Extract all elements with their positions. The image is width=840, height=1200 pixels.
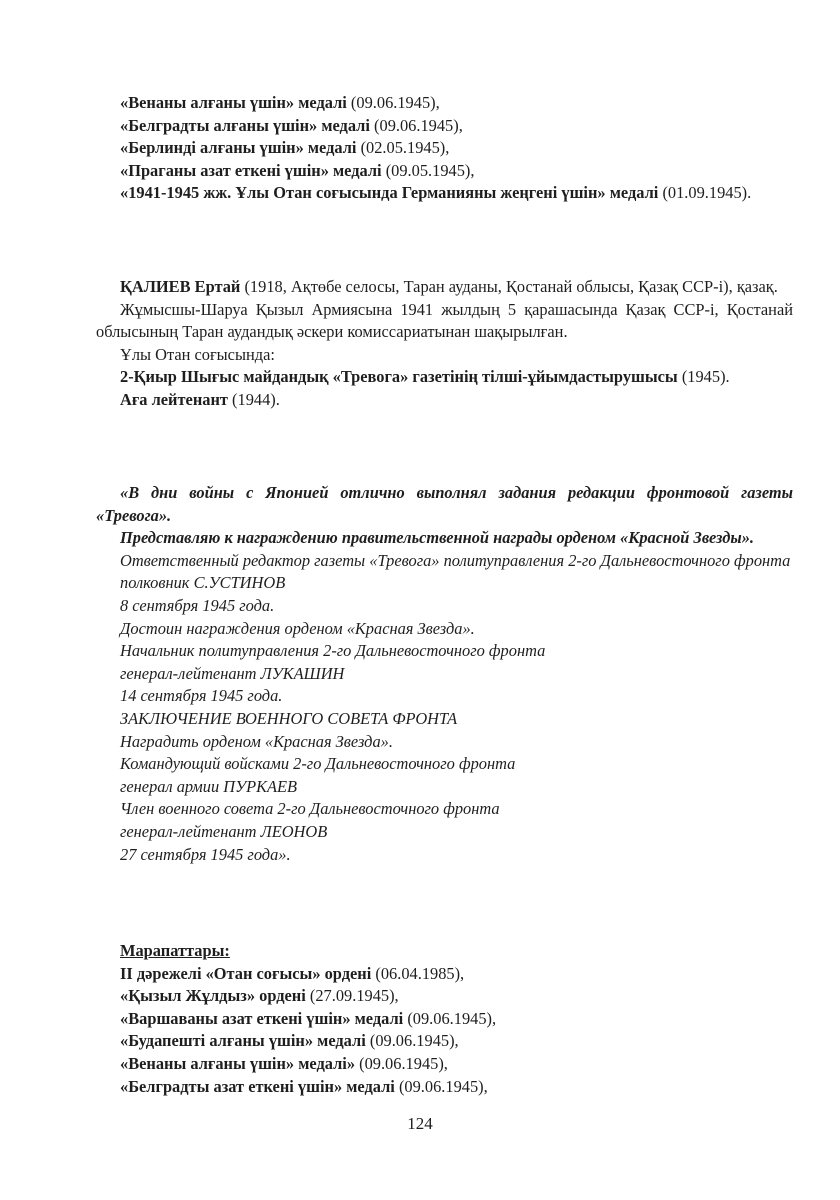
award-line xyxy=(96,1076,793,1099)
bio-conscription: Жұмысшы-Шаруа Қызыл Армиясына 1941 жылдың 5 қарашасында Қазақ ССР-і, Қостанай облысының Таран аудандық әскери комиссариатынан шақырылған. xyxy=(96,299,793,342)
position-year: (1945). xyxy=(677,367,730,387)
award-name: «Варшаваны азат еткені үшін» медалі xyxy=(120,1008,404,1028)
citation-paragraph: Представляю к награждению правительственной награды орденом «Красной Звезды». xyxy=(120,528,755,548)
bio-war-label: Ұлы Отан соғысында: xyxy=(120,344,275,364)
award-date: (27.09.1945), xyxy=(305,986,399,1006)
bio-header xyxy=(96,276,793,299)
bio-rank xyxy=(96,389,793,412)
citation-line: 14 сентября 1945 года. xyxy=(120,686,283,706)
awards-heading: Марапаттары: xyxy=(120,941,230,960)
award-date: (09.06.1945), xyxy=(394,1076,488,1096)
award-line xyxy=(96,1030,793,1053)
award-line xyxy=(96,160,793,183)
person-name: ҚАЛИЕВ Ертай xyxy=(120,277,241,296)
award-line xyxy=(96,115,793,138)
citation-line: Наградить орденом «Красная Звезда». xyxy=(120,731,393,751)
awards-section xyxy=(96,940,793,1098)
citation-line: Начальник политуправления 2-го Дальневосточного фронта xyxy=(120,641,546,661)
award-line xyxy=(96,1053,793,1076)
page-number: 124 xyxy=(407,1114,433,1133)
award-name: «1941-1945 жж. Ұлы Отан соғысында Германияны жеңгені үшін» медалі xyxy=(120,183,659,203)
citation-line: Достоин награждения орденом «Красная Звезда». xyxy=(120,618,475,638)
award-name: «Будапешті алғаны үшін» медалі xyxy=(120,1031,366,1051)
award-line xyxy=(96,985,793,1008)
award-line xyxy=(96,963,793,986)
position-title: 2-Қиыр Шығыс майдандық «Тревога» газетінің тілші-ұйымдастырушысы xyxy=(120,367,678,387)
biography xyxy=(96,276,793,412)
award-name: «Венаны алғаны үшін» медалі» xyxy=(120,1053,356,1073)
award-date: (01.09.1945). xyxy=(658,183,752,203)
citation-line: полковник С.УСТИНОВ xyxy=(120,573,286,593)
bio-position xyxy=(96,366,793,389)
award-name: II дәрежелі «Отан соғысы» ордені xyxy=(120,963,372,983)
citation-line: 8 сентября 1945 года. xyxy=(120,595,275,615)
citation-line: 27 сентября 1945 года». xyxy=(120,844,291,864)
award-name: «Қызыл Жұлдыз» ордені xyxy=(120,986,306,1006)
person-details: (1918, Ақтөбе селосы, Таран ауданы, Қостанай облысы, Қазақ ССР-і), қазақ. xyxy=(240,277,778,296)
award-date: (02.05.1945), xyxy=(356,138,450,158)
award-citation xyxy=(96,482,793,866)
citation-line: ЗАКЛЮЧЕНИЕ ВОЕННОГО СОВЕТА ФРОНТА xyxy=(120,708,458,728)
award-name: «Белградты азат еткені үшін» медалі xyxy=(120,1076,395,1096)
award-date: (09.06.1945), xyxy=(365,1031,459,1051)
award-name: «Праганы азат еткені үшін» медалі xyxy=(120,160,382,180)
award-name: «Белградты алғаны үшін» медалі xyxy=(120,115,370,135)
rank-title: Аға лейтенант xyxy=(120,389,228,409)
award-date: (06.04.1985), xyxy=(371,963,465,983)
award-date: (09.06.1945), xyxy=(346,93,440,112)
medals-list-continued xyxy=(96,92,793,205)
award-name: «Венаны алғаны үшін» медалі xyxy=(120,93,347,112)
citation-line: Член военного совета 2-го Дальневосточного фронта xyxy=(120,799,500,819)
rank-year: (1944). xyxy=(227,389,280,409)
award-date: (09.06.1945), xyxy=(369,115,463,135)
award-date: (09.05.1945), xyxy=(381,160,475,180)
citation-paragraph: «В дни войны с Японией отлично выполнял задания редакции фронтовой газеты «Тревога». xyxy=(96,483,793,525)
award-line xyxy=(96,1008,793,1031)
citation-line: Командующий войсками 2-го Дальневосточного фронта xyxy=(120,754,516,774)
award-line xyxy=(96,137,793,160)
citation-line: генерал-лейтенант ЛЕОНОВ xyxy=(120,821,328,841)
citation-line: генерал армии ПУРКАЕВ xyxy=(120,776,298,796)
award-line xyxy=(96,182,793,205)
award-date: (09.06.1945), xyxy=(403,1008,497,1028)
award-line xyxy=(96,92,793,115)
citation-line: Ответственный редактор газеты «Тревога» политуправления 2-го Дальневосточного фронта xyxy=(120,550,791,570)
award-name: «Берлинді алғаны үшін» медалі xyxy=(120,138,357,158)
citation-line: генерал-лейтенант ЛУКАШИН xyxy=(120,663,345,683)
award-date: (09.06.1945), xyxy=(355,1053,448,1073)
